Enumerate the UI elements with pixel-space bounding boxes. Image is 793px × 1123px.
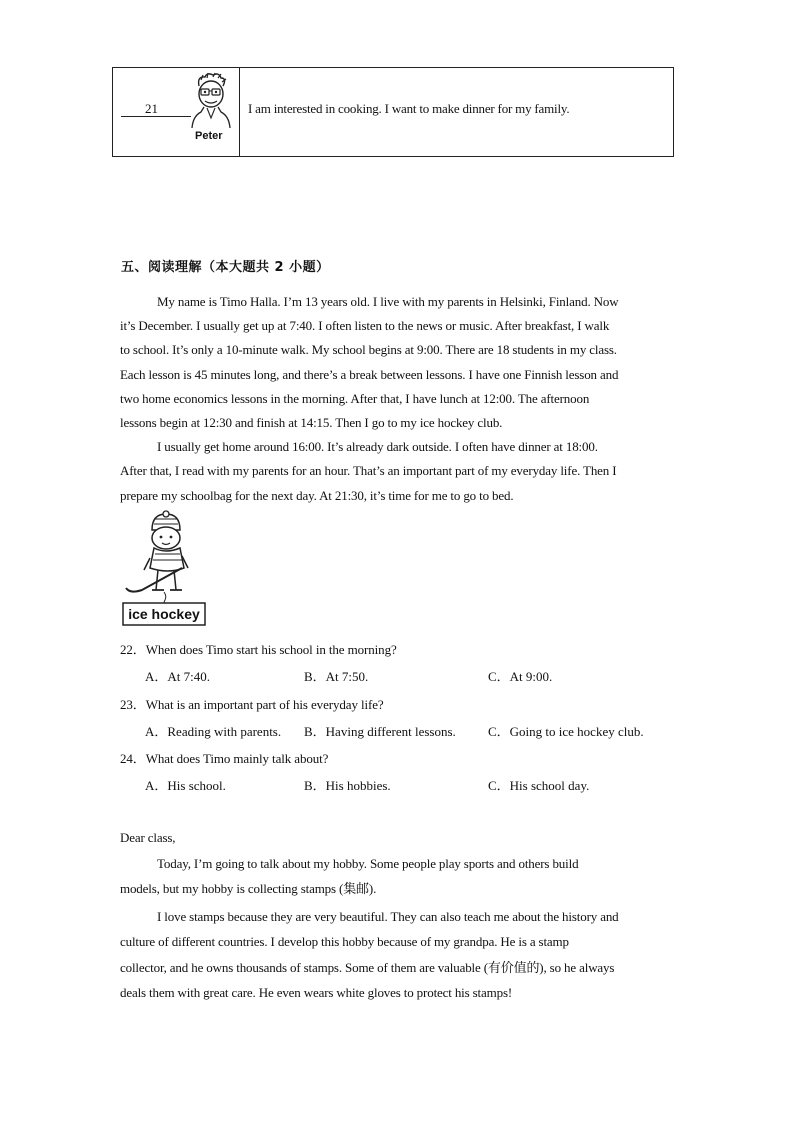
passage-line: lessons begin at 12:30 and finish at 14:15. Then I go to my ice hockey club.	[120, 415, 503, 431]
passage-line: culture of different countries. I develop this hobby because of my grandpa. He is a stamp	[120, 934, 569, 949]
passage-line: My name is Timo Halla. I’m 13 years old. I live with my parents in Helsinki, Finland. Now	[157, 294, 619, 309]
answer-blank[interactable]	[121, 116, 191, 117]
passage-line: After that, I read with my parents for an hour. That’s an important part of my everyday life. Then I	[120, 463, 617, 479]
passage-line: I love stamps because they are very beautiful. They can also teach me about the history and	[157, 908, 619, 924]
question-24: 24．What does Timo mainly talk about?	[120, 751, 329, 766]
reading-passage-1	[120, 290, 675, 508]
option-23-c[interactable]: C．Going to ice hockey club.	[488, 724, 644, 739]
passage-line: prepare my schoolbag for the next day. At 21:30, it’s time for me to go to bed.	[120, 487, 514, 503]
passage-line: I usually get home around 16:00. It’s already dark outside. I often have dinner at 18:00.	[157, 439, 598, 455]
ice-hockey-illustration	[122, 510, 206, 627]
passage-line: Each lesson is 45 minutes long, and there’s a break between lessons. I have one Finnish lesson and	[120, 366, 619, 382]
statement-text: I am interested in cooking. I want to make dinner for my family.	[248, 101, 570, 116]
passage-line: Today, I’m going to talk about my hobby. Some people play sports and others build	[157, 855, 579, 871]
section-title: 五、阅读理解（本大题共 2 小题）	[121, 260, 330, 275]
reading-passage-2	[120, 825, 675, 1006]
option-22-c[interactable]: C．At 9:00.	[488, 669, 553, 684]
blank-number: 21	[145, 101, 158, 116]
peter-portrait-icon	[189, 72, 231, 132]
option-24-a[interactable]: A．His school.	[145, 778, 226, 793]
table-divider	[239, 68, 240, 156]
passage-line: it’s December. I usually get up at 7:40. I often listen to the news or music. After breakfast, I walk	[120, 318, 610, 334]
question-23: 23．What is an important part of his everyday life?	[120, 697, 384, 712]
ice-hockey-caption: ice hockey	[128, 606, 200, 622]
option-24-b[interactable]: B．His hobbies.	[304, 778, 391, 793]
option-22-a[interactable]: A．At 7:40.	[145, 669, 211, 684]
passage-line: to school. It’s only a 10-minute walk. My school begins at 9:00. There are 18 students in my class.	[120, 342, 617, 358]
letter-greeting: Dear class,	[120, 830, 176, 845]
passage-line: two home economics lessons in the morning. After that, I have lunch at 12:00. The afternoon	[120, 390, 590, 406]
person-name: Peter	[195, 130, 223, 142]
passage-line: collector, and he owns thousands of stamps. Some of them are valuable (有价值的), so he always	[120, 959, 615, 975]
answer-table-row	[112, 67, 674, 157]
option-23-a[interactable]: A．Reading with parents.	[145, 724, 282, 739]
question-22: 22．When does Timo start his school in the morning?	[120, 642, 397, 657]
option-23-b[interactable]: B．Having different lessons.	[304, 724, 456, 739]
option-22-b[interactable]: B．At 7:50.	[304, 669, 369, 684]
passage-line: deals them with great care. He even wears white gloves to protect his stamps!	[120, 985, 513, 1000]
passage-line: models, but my hobby is collecting stamps (集邮).	[120, 881, 377, 896]
option-24-c[interactable]: C．His school day.	[488, 778, 590, 793]
